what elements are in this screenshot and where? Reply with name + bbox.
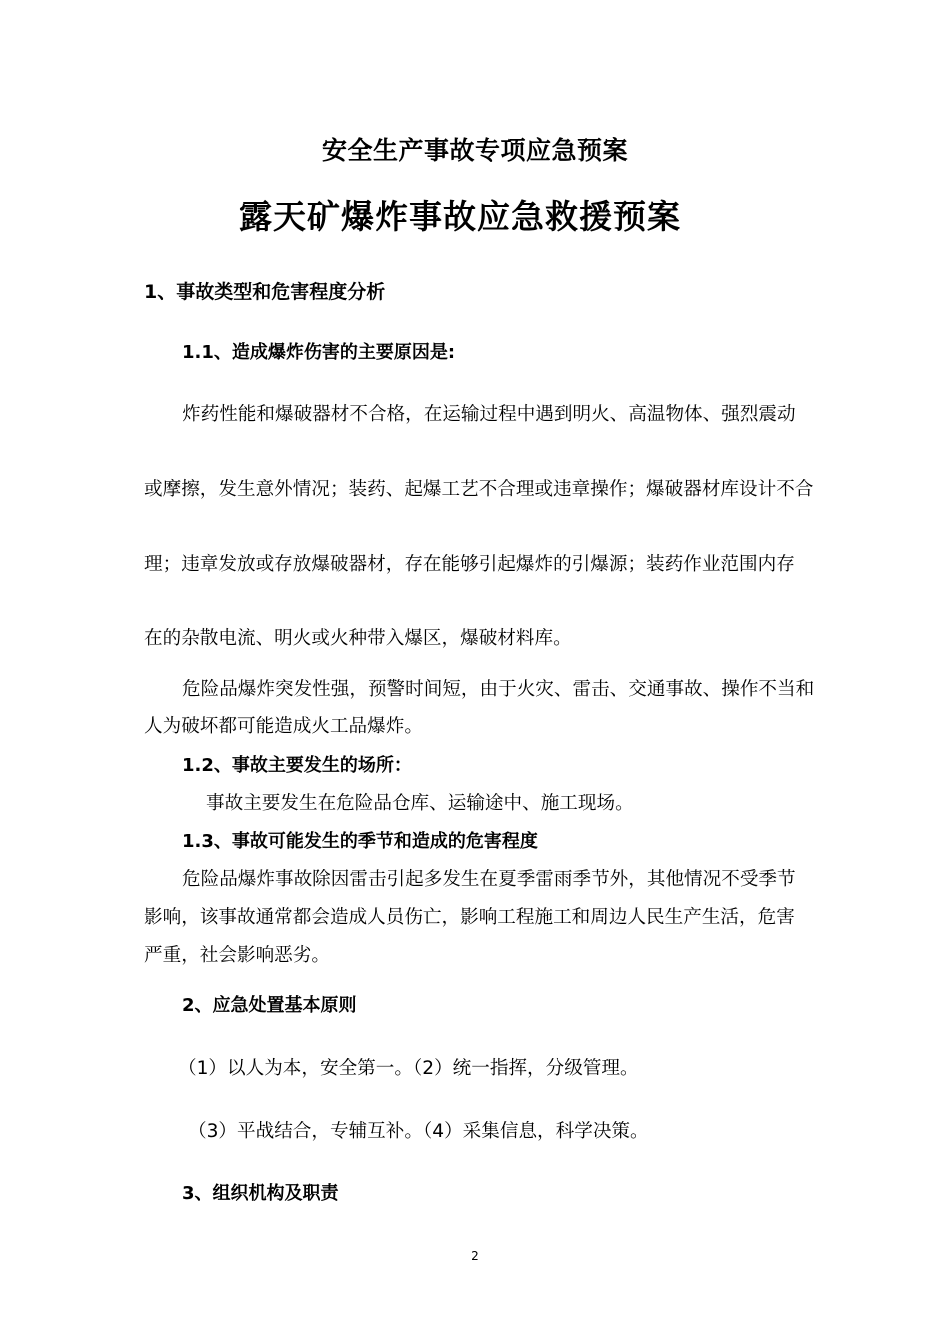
paragraph-line: 影响，该事故通常都会造成人员伤亡，影响工程施工和周边人民生产生活，危害: [144, 907, 795, 928]
paragraph-line: 或摩擦，发生意外情况；装药、起爆工艺不合理或违章操作；爆破器材库设计不合: [144, 479, 814, 500]
document-subtitle: 安全生产事故专项应急预案: [321, 136, 628, 165]
section-1-1-heading: 1.1、造成爆炸伤害的主要原因是:: [182, 342, 456, 363]
document-title: 露天矿爆炸事故应急救援预案: [239, 197, 681, 236]
principle-line-2: （3）平战结合，专辅互补。（4）采集信息，科学决策。: [188, 1121, 649, 1142]
paragraph-line: 炸药性能和爆破器材不合格，在运输过程中遇到明火、高温物体、强烈震动: [182, 404, 796, 425]
paragraph-line: 在的杂散电流、明火或火种带入爆区，爆破材料库。: [144, 628, 572, 649]
paragraph-line: 理；违章发放或存放爆破器材，存在能够引起爆炸的引爆源；装药作业范围内存: [144, 554, 795, 575]
section-1-2-heading: 1.2、事故主要发生的场所：: [182, 755, 412, 776]
section-1-3-heading: 1.3、事故可能发生的季节和造成的危害程度: [182, 831, 538, 852]
paragraph-line: 危险品爆炸事故除因雷击引起多发生在夏季雷雨季节外，其他情况不受季节: [182, 869, 796, 890]
paragraph-line: 严重，社会影响恶劣。: [144, 945, 330, 966]
principle-line-1: （1）以人为本，安全第一。（2）统一指挥，分级管理。: [178, 1058, 639, 1079]
section-3-heading: 3、组织机构及职责: [182, 1183, 339, 1204]
paragraph-line: 事故主要发生在危险品仓库、运输途中、施工现场。: [206, 793, 634, 814]
page-number: 2: [471, 1249, 479, 1263]
paragraph-line: 危险品爆炸突发性强，预警时间短，由于火灾、雷击、交通事故、操作不当和: [182, 679, 815, 700]
section-1-heading: 1、事故类型和危害程度分析: [144, 281, 386, 303]
paragraph-line: 人为破坏都可能造成火工品爆炸。: [144, 716, 423, 737]
section-2-heading: 2、应急处置基本原则: [182, 995, 357, 1016]
